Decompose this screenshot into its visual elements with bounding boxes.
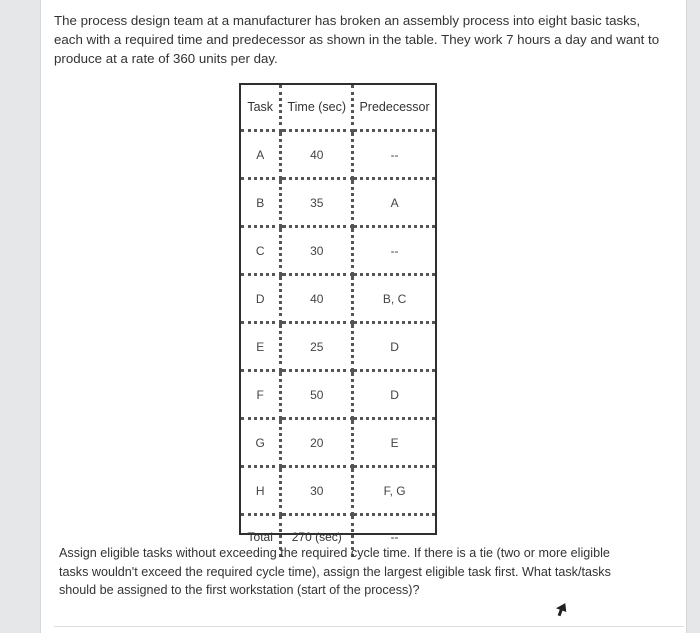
total-predecessor: -- bbox=[390, 529, 399, 544]
header-predecessor: Predecessor bbox=[353, 85, 435, 131]
total-label: Total bbox=[241, 515, 281, 558]
table-row bbox=[241, 227, 435, 275]
cell-task: B bbox=[241, 179, 281, 227]
cell-time: 40 bbox=[281, 275, 353, 323]
cell-predecessor: -- bbox=[353, 131, 435, 179]
table-row bbox=[241, 323, 435, 371]
table-header-row bbox=[241, 85, 435, 131]
table-row bbox=[241, 467, 435, 515]
table-row bbox=[241, 275, 435, 323]
table-row bbox=[241, 179, 435, 227]
question-paragraph: Assign eligible tasks without exceeding the required cycle time. If there is a tie (two or more eligible tasks wouldn't exceed the required cycle time), assign the largest eligible task first. What task/tasks should be assigned to the first workstation (start of the process)? bbox=[59, 546, 611, 597]
header-time: Time (sec) bbox=[281, 85, 353, 131]
divider bbox=[54, 626, 684, 627]
cell-time: 30 bbox=[281, 467, 353, 515]
cell-time: 50 bbox=[281, 371, 353, 419]
mouse-pointer-icon bbox=[554, 601, 568, 617]
task-table bbox=[241, 85, 435, 557]
cell-time: 40 bbox=[281, 131, 353, 179]
cell-predecessor: D bbox=[353, 371, 435, 419]
cell-task: E bbox=[241, 323, 281, 371]
question-card bbox=[40, 0, 687, 633]
cell-task: D bbox=[241, 275, 281, 323]
cell-task: G bbox=[241, 419, 281, 467]
cell-time: 20 bbox=[281, 419, 353, 467]
table-row bbox=[241, 371, 435, 419]
cell-predecessor: -- bbox=[353, 227, 435, 275]
cell-time: 30 bbox=[281, 227, 353, 275]
cell-predecessor: D bbox=[353, 323, 435, 371]
cell-predecessor: F, G bbox=[353, 467, 435, 515]
task-table-container bbox=[239, 83, 437, 544]
cell-predecessor: A bbox=[353, 179, 435, 227]
cell-task: A bbox=[241, 131, 281, 179]
cell-task: F bbox=[241, 371, 281, 419]
total-time: 270 (sec) bbox=[281, 515, 353, 558]
cell-time: 35 bbox=[281, 179, 353, 227]
cell-task: H bbox=[241, 467, 281, 515]
cell-time: 25 bbox=[281, 323, 353, 371]
table-row bbox=[241, 419, 435, 467]
header-task: Task bbox=[241, 85, 281, 131]
cell-predecessor: B, C bbox=[353, 275, 435, 323]
table-row bbox=[241, 131, 435, 179]
cell-predecessor: E bbox=[353, 419, 435, 467]
cell-task: C bbox=[241, 227, 281, 275]
intro-paragraph: The process design team at a manufacturer has broken an assembly process into eight basic tasks, each with a required time and predecessor as shown in the table. They work 7 hours a day and want to produce at a rate of 360 units per day. bbox=[54, 13, 660, 66]
